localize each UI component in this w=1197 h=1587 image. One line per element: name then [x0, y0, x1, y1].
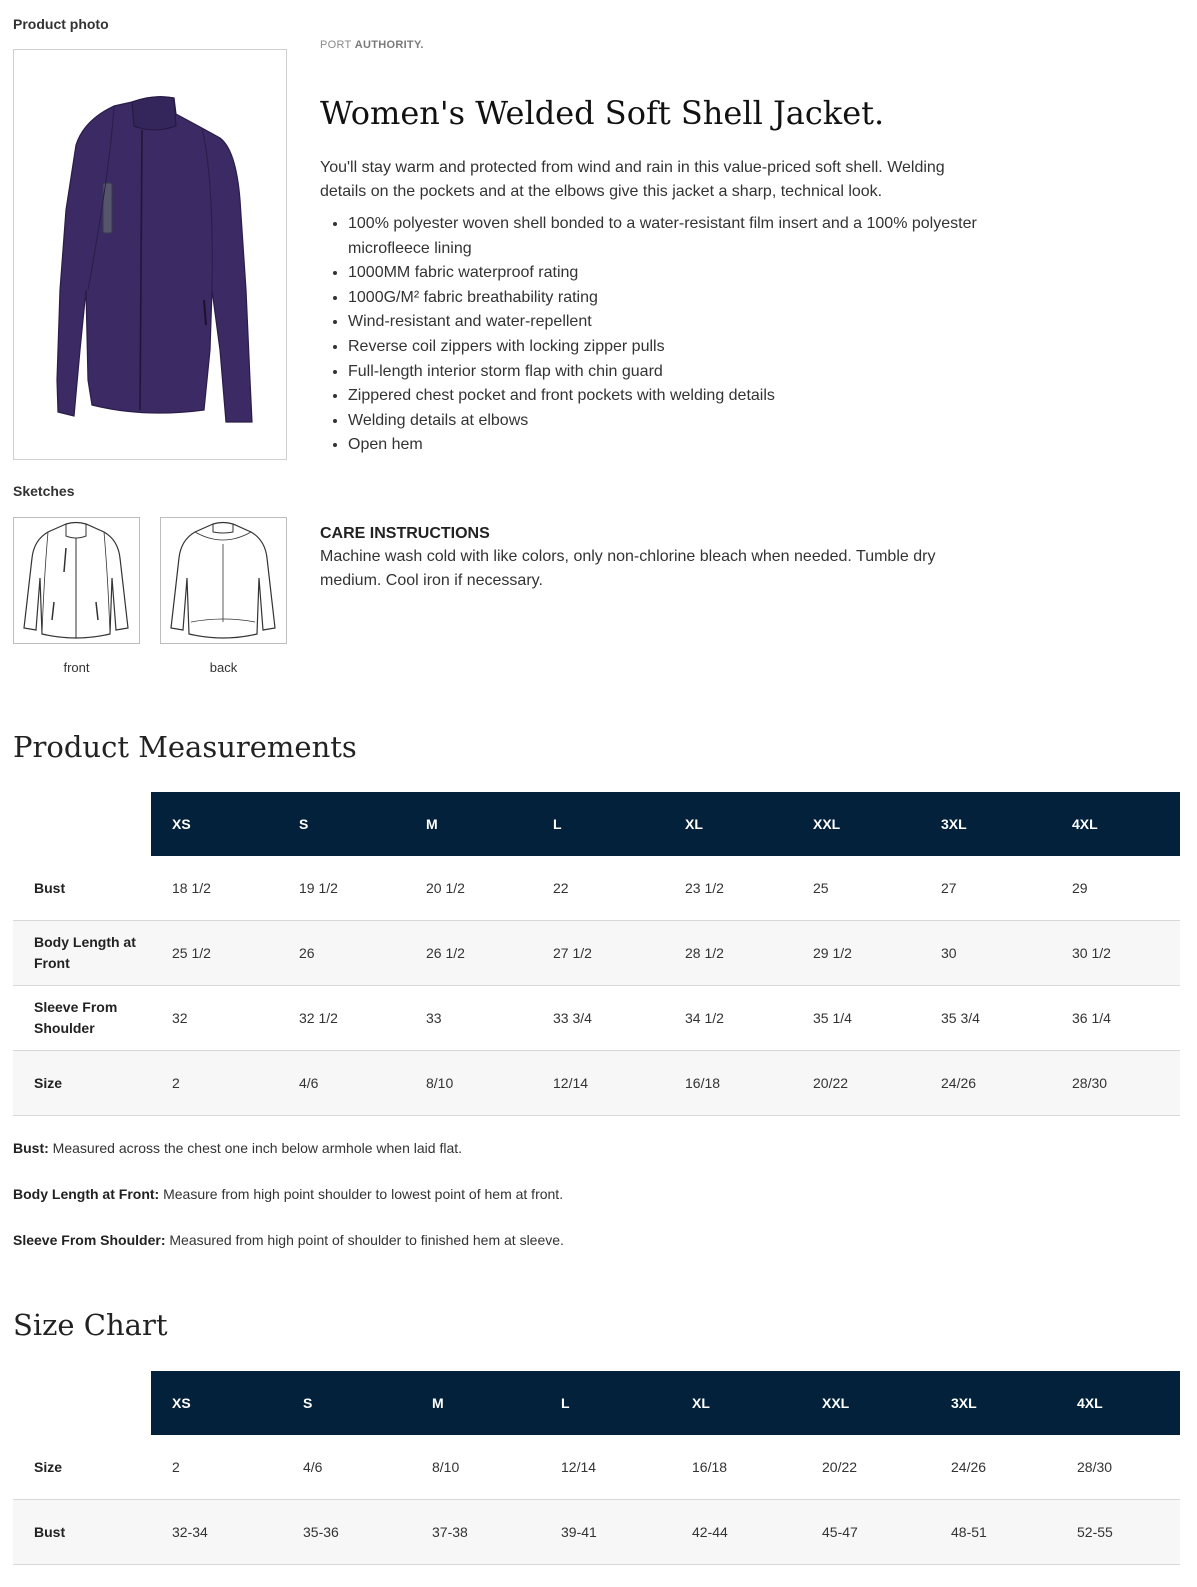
care-instructions-text: Machine wash cold with like colors, only non-chlorine bleach when needed. Tumble dry medium. Cool iron if necessary. — [320, 548, 936, 589]
size-header-xl: XL — [671, 1371, 801, 1435]
table-cell: 26 1/2 — [405, 921, 532, 986]
feature-item: • 100% polyester woven shell bonded to a water-resistant film insert and a 100% polyester microfleece lining — [348, 212, 988, 261]
table-cell: 28/30 — [1051, 1051, 1180, 1116]
table-cell: 8/10 — [411, 1435, 540, 1500]
table-cell: 37-38 — [411, 1500, 540, 1565]
measurement-note-text: Measure from high point shoulder to lowest point of hem at front. — [159, 1186, 564, 1202]
sketch-back[interactable] — [160, 517, 287, 644]
measurements-table-container — [13, 792, 1180, 1116]
table-cell: 8/10 — [405, 1051, 532, 1116]
table-row — [13, 986, 1180, 1051]
feature-list-container — [320, 212, 988, 458]
table-cell: 35 3/4 — [920, 986, 1051, 1051]
table-cell: 16/18 — [664, 1051, 792, 1116]
feature-item: • Open hem — [348, 433, 988, 458]
table-cell: 33 3/4 — [532, 986, 664, 1051]
size-chart-title: Size Chart — [13, 1308, 168, 1342]
feature-item: • Reverse coil zippers with locking zipper pulls — [348, 335, 988, 360]
measurement-note — [13, 1232, 564, 1248]
table-cell: 2 — [151, 1051, 278, 1116]
table-cell: 30 — [920, 921, 1051, 986]
table-cell: 29 — [1051, 856, 1180, 921]
feature-item: • 1000MM fabric waterproof rating — [348, 261, 988, 286]
blank-header-cell — [13, 792, 151, 856]
measurement-note-term: Body Length at Front: — [13, 1186, 160, 1202]
table-cell: 29 1/2 — [792, 921, 920, 986]
table-cell: 23 1/2 — [664, 856, 792, 921]
product-description: You'll stay warm and protected from wind and rain in this value-priced soft shell. Welding details on the pockets and at the elbows give this jacket a sharp, technical look. — [320, 159, 945, 200]
size-header-4xl: 4XL — [1056, 1371, 1180, 1435]
table-cell: 36 1/4 — [1051, 986, 1180, 1051]
table-cell: 25 1/2 — [151, 921, 278, 986]
measurements-title: Product Measurements — [13, 730, 357, 764]
size-chart-table-container — [13, 1371, 1180, 1565]
table-cell: 42-44 — [671, 1500, 801, 1565]
row-label: Bust — [13, 1500, 151, 1565]
brand-logo-bold: AUTHORITY. — [354, 39, 424, 51]
care-instructions-heading: CARE INSTRUCTIONS — [320, 525, 490, 542]
feature-item: • Wind-resistant and water-repellent — [348, 310, 988, 335]
product-photo — [13, 49, 287, 460]
measurement-note — [13, 1186, 564, 1202]
measurement-note-term: Bust: — [13, 1140, 49, 1156]
size-header-xl: XL — [664, 792, 792, 856]
feature-item: • Zippered chest pocket and front pockets with welding details — [348, 384, 988, 409]
sketch-back-image — [161, 518, 286, 643]
jacket-body — [57, 97, 252, 422]
table-row — [13, 1500, 1180, 1565]
measurements-table — [13, 792, 1180, 1116]
table-cell: 32-34 — [151, 1500, 282, 1565]
feature-item: • Welding details at elbows — [348, 409, 988, 434]
table-cell: 12/14 — [540, 1435, 671, 1500]
size-header-xxl: XXL — [801, 1371, 930, 1435]
table-cell: 32 — [151, 986, 278, 1051]
table-cell: 34 1/2 — [664, 986, 792, 1051]
row-label: Sleeve From Shoulder — [13, 986, 151, 1051]
product-photo-label: Product photo — [13, 16, 109, 32]
table-cell: 2 — [151, 1435, 282, 1500]
size-header-m: M — [405, 792, 532, 856]
size-header-l: L — [540, 1371, 671, 1435]
table-cell: 30 1/2 — [1051, 921, 1180, 986]
table-cell: 27 — [920, 856, 1051, 921]
row-label: Size — [13, 1051, 151, 1116]
measurement-note-term: Sleeve From Shoulder: — [13, 1232, 166, 1248]
table-cell: 52-55 — [1056, 1500, 1180, 1565]
product-title: Women's Welded Soft Shell Jacket. — [320, 94, 885, 132]
sketch-front-image — [14, 518, 139, 643]
row-label: Body Length at Front — [13, 921, 151, 986]
measurement-notes — [13, 1140, 564, 1278]
table-cell: 24/26 — [930, 1435, 1056, 1500]
sketch-back-caption: back — [209, 660, 238, 675]
table-cell: 25 — [792, 856, 920, 921]
sketch-front-caption: front — [63, 660, 90, 675]
jacket-photo-image — [14, 50, 286, 459]
brand-logo — [320, 39, 424, 51]
table-row — [13, 921, 1180, 986]
table-cell: 4/6 — [282, 1435, 411, 1500]
size-header-xxl: XXL — [792, 792, 920, 856]
table-cell: 20/22 — [801, 1435, 930, 1500]
table-row — [13, 1435, 1180, 1500]
size-header-3xl: 3XL — [920, 792, 1051, 856]
table-row — [13, 856, 1180, 921]
feature-item: • Full-length interior storm flap with chin guard — [348, 360, 988, 385]
table-cell: 12/14 — [532, 1051, 664, 1116]
table-cell: 33 — [405, 986, 532, 1051]
table-cell: 16/18 — [671, 1435, 801, 1500]
row-label: Size — [13, 1435, 151, 1500]
table-cell: 35-36 — [282, 1500, 411, 1565]
size-chart-table — [13, 1371, 1180, 1565]
size-header-l: L — [532, 792, 664, 856]
size-header-xs: XS — [151, 1371, 282, 1435]
table-cell: 19 1/2 — [278, 856, 405, 921]
table-cell: 28 1/2 — [664, 921, 792, 986]
feature-list — [320, 212, 988, 458]
measurement-note — [13, 1140, 564, 1156]
table-cell: 22 — [532, 856, 664, 921]
table-cell: 48-51 — [930, 1500, 1056, 1565]
measurement-note-text: Measured from high point of shoulder to finished hem at sleeve. — [165, 1232, 564, 1248]
size-header-xs: XS — [151, 792, 278, 856]
table-cell: 28/30 — [1056, 1435, 1180, 1500]
table-cell: 20 1/2 — [405, 856, 532, 921]
table-cell: 18 1/2 — [151, 856, 278, 921]
table-cell: 26 — [278, 921, 405, 986]
sketch-front[interactable] — [13, 517, 140, 644]
table-cell: 20/22 — [792, 1051, 920, 1116]
sketches-label: Sketches — [13, 483, 75, 499]
table-cell: 24/26 — [920, 1051, 1051, 1116]
table-cell: 32 1/2 — [278, 986, 405, 1051]
brand-logo-light: PORT — [320, 39, 352, 51]
table-cell: 35 1/4 — [792, 986, 920, 1051]
row-label: Bust — [13, 856, 151, 921]
blank-header-cell — [13, 1371, 151, 1435]
table-row — [13, 1051, 1180, 1116]
size-header-4xl: 4XL — [1051, 792, 1180, 856]
measurement-note-text: Measured across the chest one inch below armhole when laid flat. — [48, 1140, 463, 1156]
table-cell: 27 1/2 — [532, 921, 664, 986]
size-header-m: M — [411, 1371, 540, 1435]
size-header-3xl: 3XL — [930, 1371, 1056, 1435]
table-cell: 45-47 — [801, 1500, 930, 1565]
size-header-s: S — [278, 792, 405, 856]
table-cell: 39-41 — [540, 1500, 671, 1565]
feature-item: • 1000G/M² fabric breathability rating — [348, 286, 988, 311]
table-cell: 4/6 — [278, 1051, 405, 1116]
size-header-s: S — [282, 1371, 411, 1435]
